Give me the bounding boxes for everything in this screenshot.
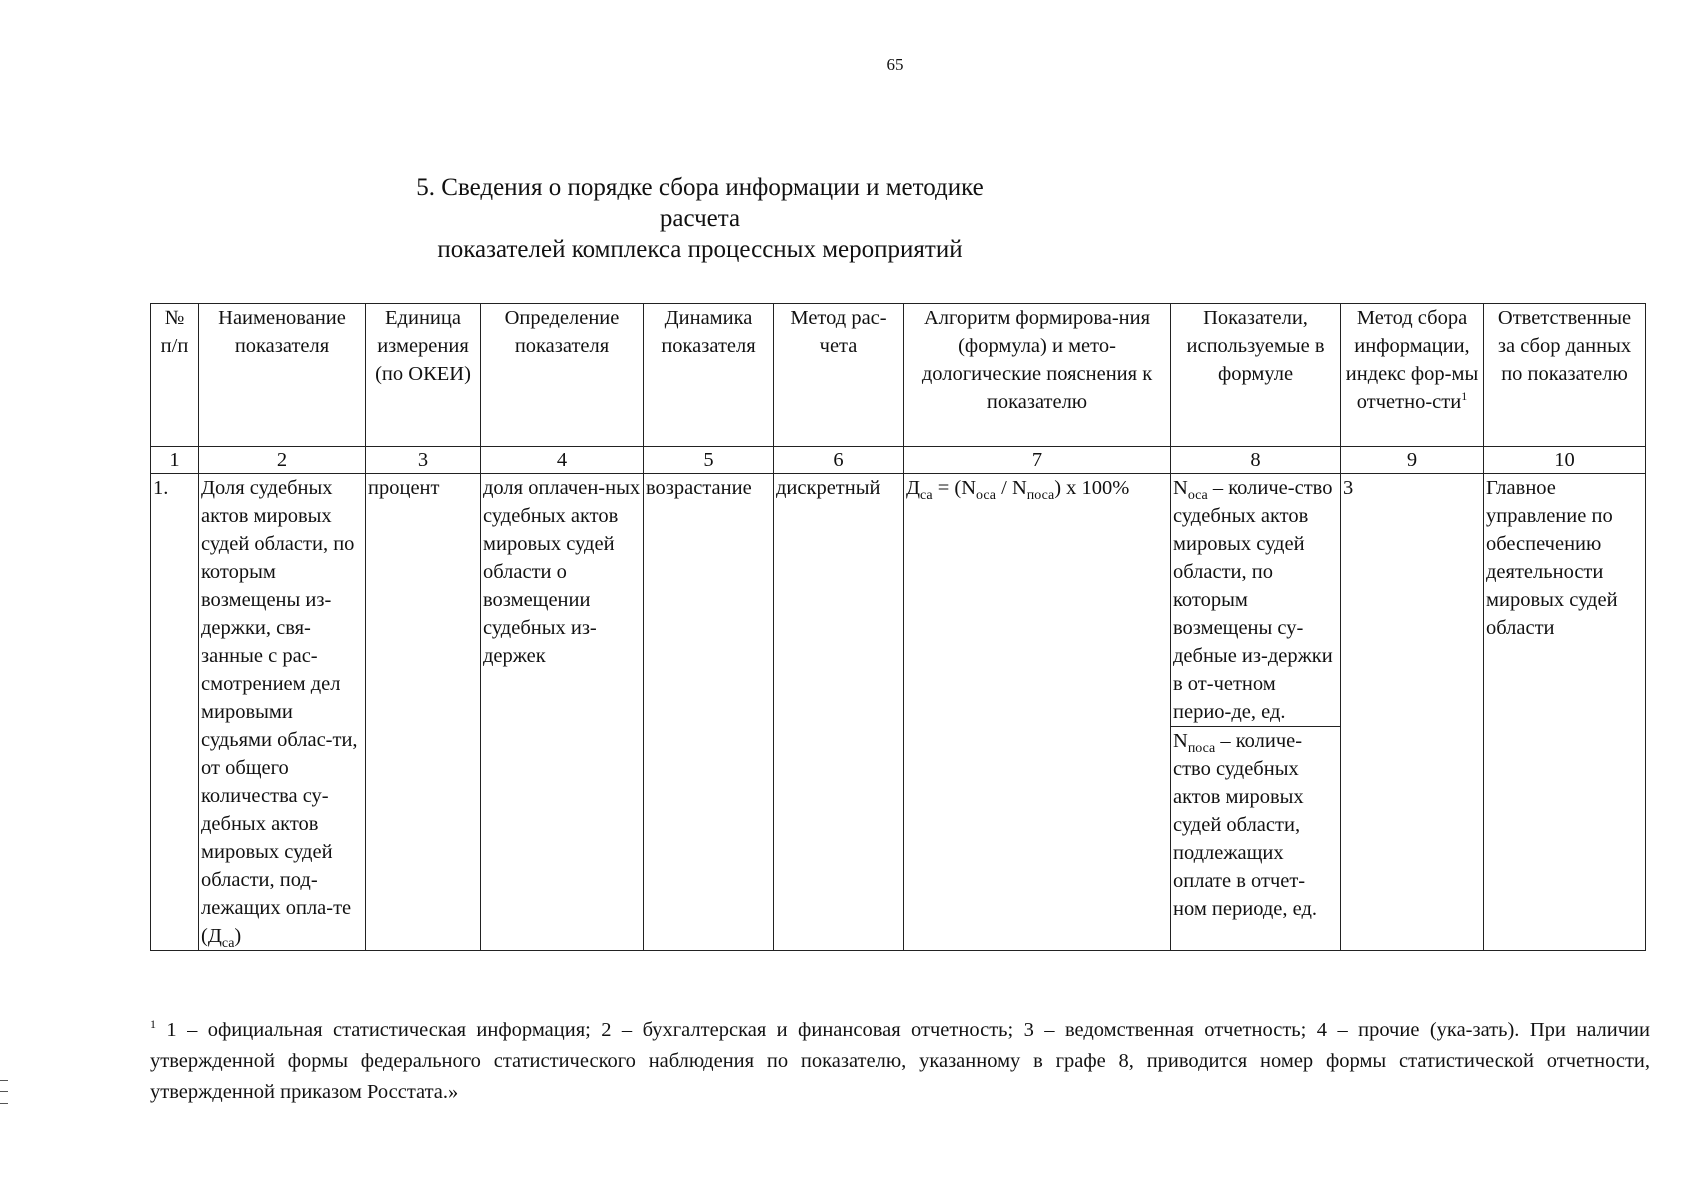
column-number: 10 bbox=[1484, 447, 1646, 474]
column-number: 3 bbox=[366, 447, 481, 474]
section-title bbox=[410, 172, 990, 265]
table-row bbox=[151, 474, 1646, 951]
unit-of-measure: процент bbox=[366, 474, 481, 951]
indicator-n-posa: $N_{поса}$ – количе-ство судебных актов мировых судей области, подлежащих оплате в отчет-ном периоде, ед. bbox=[1173, 730, 1318, 920]
indicator-n-osa: $N_{оса}$ – количе-ство судебных актов мировых судей области, по которым возмещены су-дебные из-держки в от-четном перио-де, ед. bbox=[1171, 474, 1340, 727]
header-col-collection-method: Метод сбора информации, индекс фор-мы отчетно-сти$^1$ bbox=[1341, 304, 1484, 447]
section-title-line-2: показателей комплекса процессных мероприятий bbox=[437, 236, 963, 263]
footnote bbox=[150, 1015, 1650, 1108]
header-col-algorithm: Алгоритм формирова-ния (формула) и мето-дологические пояснения к показателю bbox=[904, 304, 1171, 447]
row-number: 1. bbox=[151, 474, 199, 951]
header-col-number: № п/п bbox=[151, 304, 199, 447]
column-number: 1 bbox=[151, 447, 199, 474]
responsible-body: Главное управление по обеспечению деятельности мировых судей области bbox=[1484, 474, 1646, 951]
indicator-definition: доля оплачен-ных судебных актов мировых судей области о возмещении судебных из-держек bbox=[481, 474, 644, 951]
column-number: 4 bbox=[481, 447, 644, 474]
footnote-ref-mark: 1 bbox=[1461, 389, 1468, 404]
scan-edge-mark bbox=[0, 1080, 8, 1104]
column-number: 2 bbox=[199, 447, 366, 474]
header-col-dynamics: Динамика показателя bbox=[644, 304, 774, 447]
formula: $Д_{са} = (N_{оса} / N_{поса})$ x 100% bbox=[904, 474, 1171, 951]
formula-indicators bbox=[1171, 474, 1341, 951]
calculation-method: дискретный bbox=[774, 474, 904, 951]
indicator-dynamics: возрастание bbox=[644, 474, 774, 951]
column-number: 7 bbox=[904, 447, 1171, 474]
footnote-mark: 1 bbox=[150, 1017, 156, 1032]
page-number: 65 bbox=[886, 55, 904, 74]
indicator-name: Доля судебных актов мировых судей области, по которым возмещены из-держки, свя-занные с рас-смотрением дел мировыми судьями облас-ти, от общего количества су-дебных актов мировых судей области, под-лежащих опла-те $(Д_{са})$ bbox=[199, 474, 366, 951]
footnote-text: 1 – официальная статистическая информация; 2 – бухгалтерская и финансовая отчетность; 3 – ведомственная отчетность; 4 – прочие (ука-зать). При наличии утвержденной формы федерального статистического наблюдения по показателю, указанному в графе 8, приводится номер формы статистической отчетности, утвержденной приказом Росстата.» bbox=[150, 1019, 1650, 1103]
indicators-table bbox=[150, 303, 1646, 951]
header-col-responsible: Ответственные за сбор данных по показателю bbox=[1484, 304, 1646, 447]
header-col-method: Метод рас-чета bbox=[774, 304, 904, 447]
collection-method: 3 bbox=[1341, 474, 1484, 951]
column-numbers-row bbox=[151, 447, 1646, 474]
section-title-line-1: 5. Сведения о порядке сбора информации и методике расчета bbox=[416, 174, 984, 232]
column-number: 6 bbox=[774, 447, 904, 474]
header-col-indicators: Показатели, используемые в формуле bbox=[1171, 304, 1341, 447]
header-col-definition: Определение показателя bbox=[481, 304, 644, 447]
column-number: 8 bbox=[1171, 447, 1341, 474]
header-row bbox=[151, 304, 1646, 447]
column-number: 9 bbox=[1341, 447, 1484, 474]
column-number: 5 bbox=[644, 447, 774, 474]
header-col-unit: Единица измерения (по ОКЕИ) bbox=[366, 304, 481, 447]
header-col-name: Наименование показателя bbox=[199, 304, 366, 447]
